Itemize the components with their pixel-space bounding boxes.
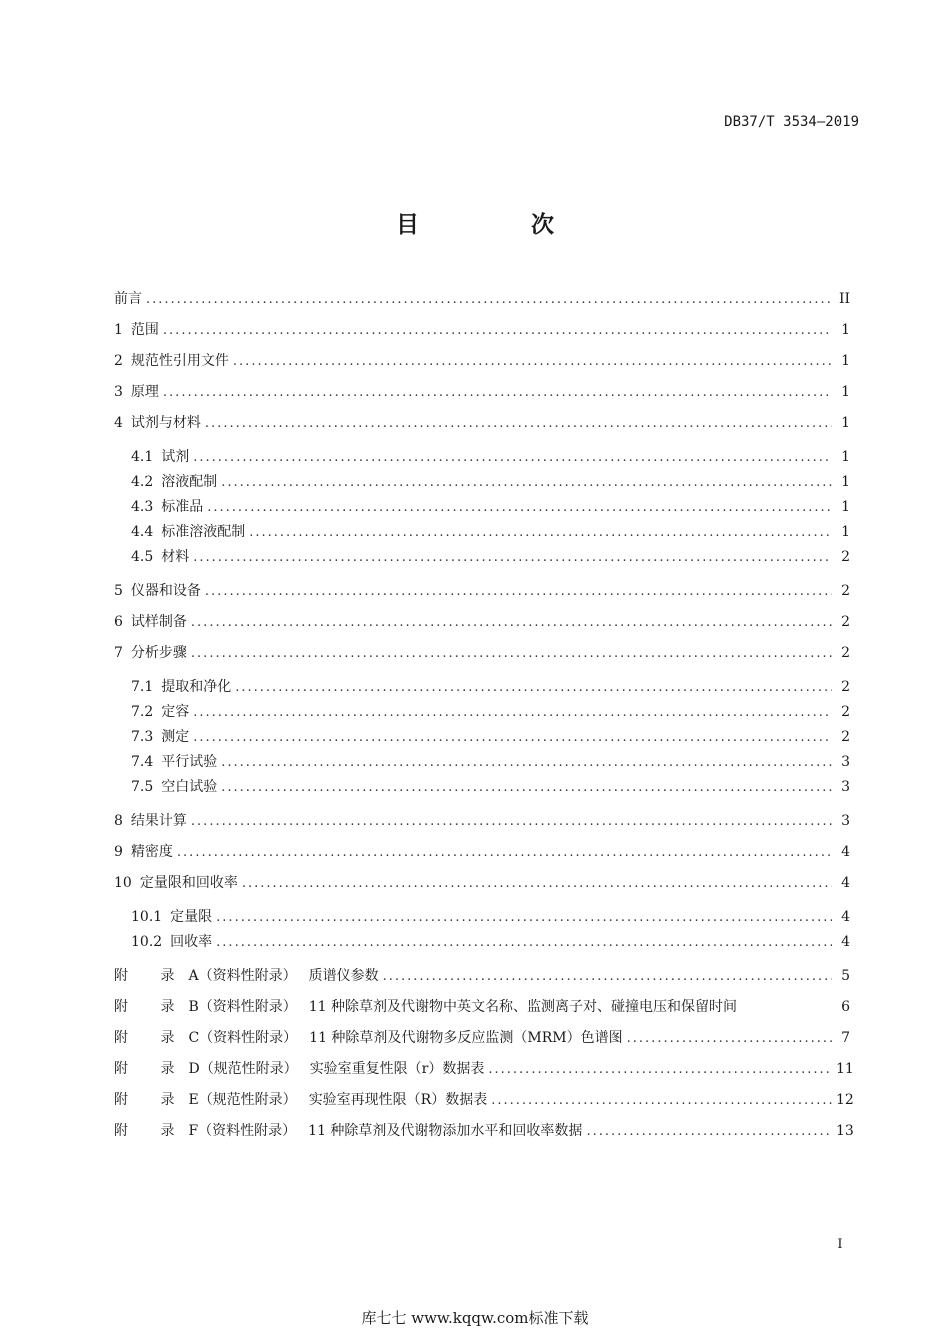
- watermark: 库七七 www.kqqw.com标准下载: [361, 1309, 589, 1327]
- appendix-letter: E: [188, 1092, 199, 1108]
- toc-page-number: 11: [836, 1061, 854, 1077]
- appendix-letter: A: [188, 968, 199, 984]
- toc-label: 范围: [130, 322, 159, 338]
- toc-page-number: 3: [841, 779, 850, 795]
- toc-number: 7.5: [131, 779, 154, 795]
- toc-leader-dots: [383, 961, 832, 992]
- appendix-title: 实验室再现性限（R）数据表: [308, 1092, 488, 1108]
- toc-leader-dots: [191, 806, 832, 837]
- toc-appendix-entry[interactable]: [114, 1054, 854, 1085]
- appendix-kind: （规范性附录）: [198, 1092, 297, 1108]
- toc-subentry[interactable]: [114, 495, 850, 520]
- toc-page-number: 3: [841, 813, 850, 829]
- toc-leader-dots: [163, 315, 832, 346]
- appendix-title: 11 种除草剂及代谢物中英文名称、监测离子对、碰撞电压和保留时间: [308, 999, 738, 1015]
- toc-leader-dots: [191, 638, 832, 669]
- toc-entry[interactable]: [114, 576, 850, 607]
- toc-leader-dots: [146, 284, 832, 315]
- toc-label: 前言: [114, 291, 142, 307]
- toc-page-number: 3: [841, 754, 850, 770]
- toc-leader-dots: [216, 905, 832, 930]
- toc-leader-dots: [193, 700, 832, 725]
- toc-label: 仪器和设备: [130, 583, 201, 599]
- toc-subentry[interactable]: [114, 675, 850, 700]
- toc-leader-dots: [177, 837, 832, 868]
- toc-number: 7.2: [131, 704, 154, 720]
- toc-subentry[interactable]: [114, 775, 850, 800]
- appendix-title: 11 种除草剂及代谢物添加水平和回收率数据: [308, 1123, 583, 1139]
- toc-number: 4.3: [131, 499, 154, 515]
- toc-page-number: 5: [841, 968, 850, 984]
- toc-page-number: 13: [836, 1123, 854, 1139]
- toc-label: 结果计算: [130, 813, 187, 829]
- appendix-letter: C: [188, 1030, 200, 1046]
- toc-label: 定量限: [170, 909, 213, 925]
- table-of-contents: [114, 284, 854, 1147]
- appendix-label: 附 录: [114, 1092, 189, 1108]
- toc-label: 试剂: [161, 449, 190, 465]
- toc-leader-dots: [221, 470, 832, 495]
- toc-label: 精密度: [130, 844, 173, 860]
- toc-number: 10.1: [131, 909, 163, 925]
- toc-number: 10.2: [131, 934, 163, 950]
- toc-appendix-entry[interactable]: [114, 1085, 854, 1116]
- toc-page-number: 2: [841, 583, 850, 599]
- toc-number: 7.3: [131, 729, 154, 745]
- appendix-kind: （资料性附录）: [198, 968, 297, 984]
- appendix-title: 11 种除草剂及代谢物多反应监测（MRM）色谱图: [309, 1030, 623, 1046]
- toc-page-number: 1: [841, 524, 850, 540]
- toc-label: 定容: [161, 704, 190, 720]
- toc-appendix-entry[interactable]: [114, 961, 850, 992]
- toc-number: 7.1: [131, 679, 154, 695]
- toc-number: 4.4: [131, 524, 154, 540]
- toc-appendix-entry[interactable]: [114, 1116, 854, 1147]
- appendix-kind: （资料性附录）: [198, 999, 297, 1015]
- toc-page-number: 1: [841, 474, 850, 490]
- toc-leader-dots: [249, 520, 832, 545]
- toc-label: 平行试验: [161, 754, 218, 770]
- toc-leader-dots: [193, 445, 832, 470]
- toc-leader-dots: [193, 545, 832, 570]
- toc-entry[interactable]: [114, 638, 850, 669]
- toc-label: 提取和净化: [161, 679, 232, 695]
- toc-entry[interactable]: [114, 346, 850, 377]
- appendix-title: 质谱仪参数: [308, 968, 379, 984]
- toc-page-number: 1: [841, 353, 850, 369]
- toc-subentry[interactable]: [114, 470, 850, 495]
- appendix-label: 附 录: [114, 1061, 189, 1077]
- toc-subentry[interactable]: [114, 725, 850, 750]
- toc-leader-dots: [163, 377, 832, 408]
- toc-label: 原理: [130, 384, 159, 400]
- toc-number: 3: [114, 384, 123, 400]
- toc-number: 7: [114, 645, 123, 661]
- toc-label: 定量限和回收率: [139, 875, 238, 891]
- toc-label: 回收率: [170, 934, 213, 950]
- toc-page-number: 6: [841, 999, 850, 1015]
- toc-leader-dots: [235, 675, 832, 700]
- toc-entry[interactable]: [114, 315, 850, 346]
- toc-entry[interactable]: [114, 868, 850, 899]
- toc-subentry[interactable]: [114, 905, 850, 930]
- toc-number: 5: [114, 583, 123, 599]
- appendix-kind: （资料性附录）: [198, 1123, 297, 1139]
- toc-page-number: 1: [841, 322, 850, 338]
- toc-label: 溶液配制: [161, 474, 218, 490]
- toc-leader-dots: [233, 346, 832, 377]
- toc-entry[interactable]: [114, 837, 850, 868]
- page-number: I: [837, 1237, 843, 1252]
- toc-number: 4: [114, 415, 123, 431]
- toc-number: 4.2: [131, 474, 154, 490]
- toc-page-number: 2: [841, 614, 850, 630]
- toc-entry[interactable]: [114, 806, 850, 837]
- toc-page-number: 1: [841, 499, 850, 515]
- appendix-label: 附 录: [114, 1030, 189, 1046]
- toc-number: 10: [114, 875, 132, 891]
- appendix-label: 附 录: [114, 968, 189, 984]
- toc-number: 9: [114, 844, 123, 860]
- toc-leader-dots: [216, 930, 832, 955]
- toc-label: 规范性引用文件: [130, 353, 229, 369]
- toc-number: 4.1: [131, 449, 154, 465]
- toc-entry[interactable]: [114, 284, 850, 315]
- toc-page-number: 4: [841, 844, 850, 860]
- appendix-letter: B: [188, 999, 199, 1015]
- toc-number: 1: [114, 322, 123, 338]
- toc-label: 空白试验: [161, 779, 218, 795]
- toc-page-number: 2: [841, 549, 850, 565]
- toc-page-number: 2: [841, 679, 850, 695]
- toc-label: 材料: [161, 549, 190, 565]
- toc-number: 6: [114, 614, 123, 630]
- appendix-label: 附 录: [114, 999, 189, 1015]
- toc-subentry[interactable]: [114, 520, 850, 545]
- toc-subentry[interactable]: [114, 700, 850, 725]
- toc-appendix-entry[interactable]: [114, 992, 850, 1023]
- toc-leader-dots: [205, 408, 832, 439]
- toc-number: 8: [114, 813, 123, 829]
- appendix-kind: （规范性附录）: [199, 1061, 298, 1077]
- toc-page-number: 1: [841, 449, 850, 465]
- appendix-letter: D: [188, 1061, 200, 1077]
- appendix-kind: （资料性附录）: [199, 1030, 298, 1046]
- toc-appendix-entry[interactable]: [114, 1023, 850, 1054]
- toc-number: 2: [114, 353, 123, 369]
- toc-leader-dots: [491, 1085, 832, 1116]
- page-title: 目 次: [395, 212, 606, 238]
- toc-entry[interactable]: [114, 607, 850, 638]
- toc-subentry[interactable]: [114, 445, 850, 470]
- toc-leader-dots: [221, 775, 832, 800]
- standard-code: DB37/T 3534—2019: [724, 114, 859, 130]
- toc-page-number: 1: [841, 384, 850, 400]
- toc-page-number: 1: [841, 415, 850, 431]
- toc-label: 测定: [161, 729, 190, 745]
- toc-label: 标准溶液配制: [161, 524, 246, 540]
- toc-page-number: 4: [841, 875, 850, 891]
- toc-leader-dots: [191, 607, 832, 638]
- toc-page-number: 4: [841, 934, 850, 950]
- toc-entry[interactable]: [114, 408, 850, 439]
- toc-page-number: 4: [841, 909, 850, 925]
- toc-page-number: 2: [841, 645, 850, 661]
- toc-leader-dots: [586, 1116, 832, 1147]
- toc-page-number: 2: [841, 729, 850, 745]
- toc-leader-dots: [221, 750, 832, 775]
- toc-leader-dots: [488, 1054, 832, 1085]
- toc-page-number: 7: [841, 1030, 850, 1046]
- toc-subentry[interactable]: [114, 930, 850, 955]
- appendix-title: 实验室重复性限（r）数据表: [309, 1061, 485, 1077]
- toc-label: 分析步骤: [130, 645, 187, 661]
- toc-leader-dots: [193, 725, 832, 750]
- toc-subentry[interactable]: [114, 750, 850, 775]
- appendix-letter: F: [188, 1123, 199, 1139]
- toc-leader-dots: [207, 495, 832, 520]
- toc-leader-dots: [205, 576, 832, 607]
- toc-number: 7.4: [131, 754, 154, 770]
- toc-entry[interactable]: [114, 377, 850, 408]
- toc-label: 试剂与材料: [130, 415, 201, 431]
- toc-page-number: II: [838, 291, 850, 307]
- toc-label: 试样制备: [130, 614, 187, 630]
- toc-page-number: 12: [836, 1092, 854, 1108]
- toc-page-number: 2: [841, 704, 850, 720]
- toc-leader-dots: [627, 1023, 832, 1054]
- toc-label: 标准品: [161, 499, 204, 515]
- toc-subentry[interactable]: [114, 545, 850, 570]
- toc-number: 4.5: [131, 549, 154, 565]
- toc-leader-dots: [242, 868, 832, 899]
- appendix-label: 附 录: [114, 1123, 189, 1139]
